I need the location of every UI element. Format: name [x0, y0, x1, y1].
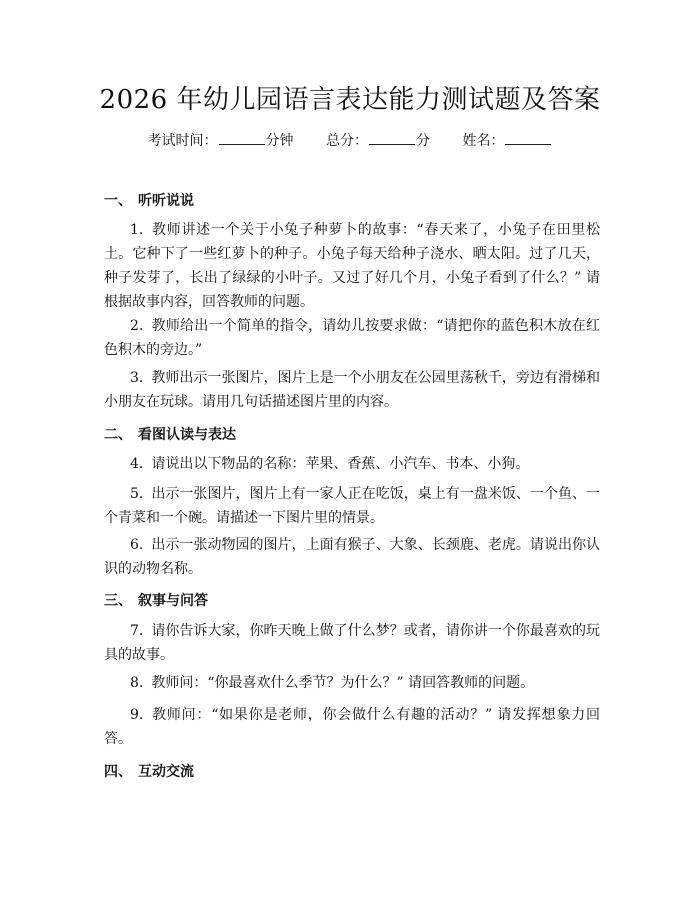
page-title: 2026 年幼儿园语言表达能力测试题及答案	[99, 85, 601, 115]
question-item	[104, 619, 600, 667]
section-number: 四、	[104, 764, 132, 780]
question-item	[104, 314, 600, 362]
question-number: 6.	[130, 537, 144, 553]
section-number: 二、	[104, 427, 132, 443]
section-number: 一、	[104, 193, 132, 209]
question-item	[104, 703, 600, 751]
question-item	[104, 452, 600, 476]
total-score-unit: 分	[416, 133, 430, 149]
question-number: 5.	[130, 486, 144, 502]
question-text: 出示一张图片，图片上有一家人正在吃饭，桌上有一盘米饭、一个鱼、一个青菜和一个碗。请描述一下图片里的情景。	[104, 486, 600, 526]
question-number: 8.	[130, 675, 144, 691]
question-item	[104, 218, 600, 314]
question-text: 出示一张动物园的图片，上面有猴子、大象、长颈鹿、老虎。请说出你认识的动物名称。	[104, 537, 600, 577]
total-score-blank[interactable]	[369, 132, 415, 145]
section-title: 看图认读与表达	[138, 427, 236, 443]
exam-time-blank[interactable]	[219, 132, 265, 145]
question-item	[104, 671, 600, 695]
question-text: 教师问：“你最喜欢什么季节？为什么？” 请回答教师的问题。	[151, 675, 535, 691]
question-text: 教师出示一张图片，图片上是一个小朋友在公园里荡秋千，旁边有滑梯和小朋友在玩球。请用几句话描述图片里的内容。	[104, 370, 600, 410]
question-item	[104, 366, 600, 414]
section-title: 互动交流	[138, 764, 194, 780]
section-heading	[104, 591, 208, 611]
question-number: 1.	[130, 222, 144, 238]
question-number: 4.	[130, 456, 144, 472]
name-label: 姓名：	[462, 133, 505, 149]
name-field	[462, 133, 552, 149]
section-heading	[104, 425, 236, 445]
question-item	[104, 533, 600, 581]
section-heading	[104, 762, 194, 782]
question-text: 请说出以下物品的名称：苹果、香蕉、小汽车、书本、小狗。	[151, 456, 530, 472]
section-title: 叙事与问答	[138, 593, 208, 609]
question-number: 7.	[130, 623, 144, 639]
section-number: 三、	[104, 593, 132, 609]
section-title: 听听说说	[138, 193, 194, 209]
question-number: 3.	[130, 370, 144, 386]
question-text: 教师问：“如果你是老师，你会做什么有趣的活动？” 请发挥想象力回答。	[104, 707, 600, 747]
exam-time-label: 考试时间：	[147, 133, 218, 149]
total-score-label: 总分：	[326, 133, 368, 149]
question-text: 教师讲述一个关于小兔子种萝卜的故事：“春天来了，小兔子在田里松土。它种下了一些红萝卜的种子。小兔子每天给种子浇水、晒太阳。过了几天，种子发芽了，长出了绿绿的小叶子。又过了好几个月，小兔子看到了什么？” 请根据故事内容，回答教师的问题。	[104, 222, 600, 310]
section-heading	[104, 191, 194, 211]
name-blank[interactable]	[505, 132, 551, 145]
exam-info-line	[0, 131, 700, 151]
question-item	[104, 482, 600, 530]
total-score-field	[326, 133, 434, 149]
question-text: 教师给出一个简单的指令，请幼儿按要求做：“请把你的蓝色积木放在红色积木的旁边。”	[104, 318, 600, 358]
question-number: 2.	[130, 318, 144, 334]
question-number: 9.	[130, 707, 144, 723]
exam-time-field	[148, 133, 298, 149]
question-text: 请你告诉大家，你昨天晚上做了什么梦？或者，请你讲一个你最喜欢的玩具的故事。	[104, 623, 600, 663]
exam-time-unit: 分钟	[265, 133, 294, 149]
